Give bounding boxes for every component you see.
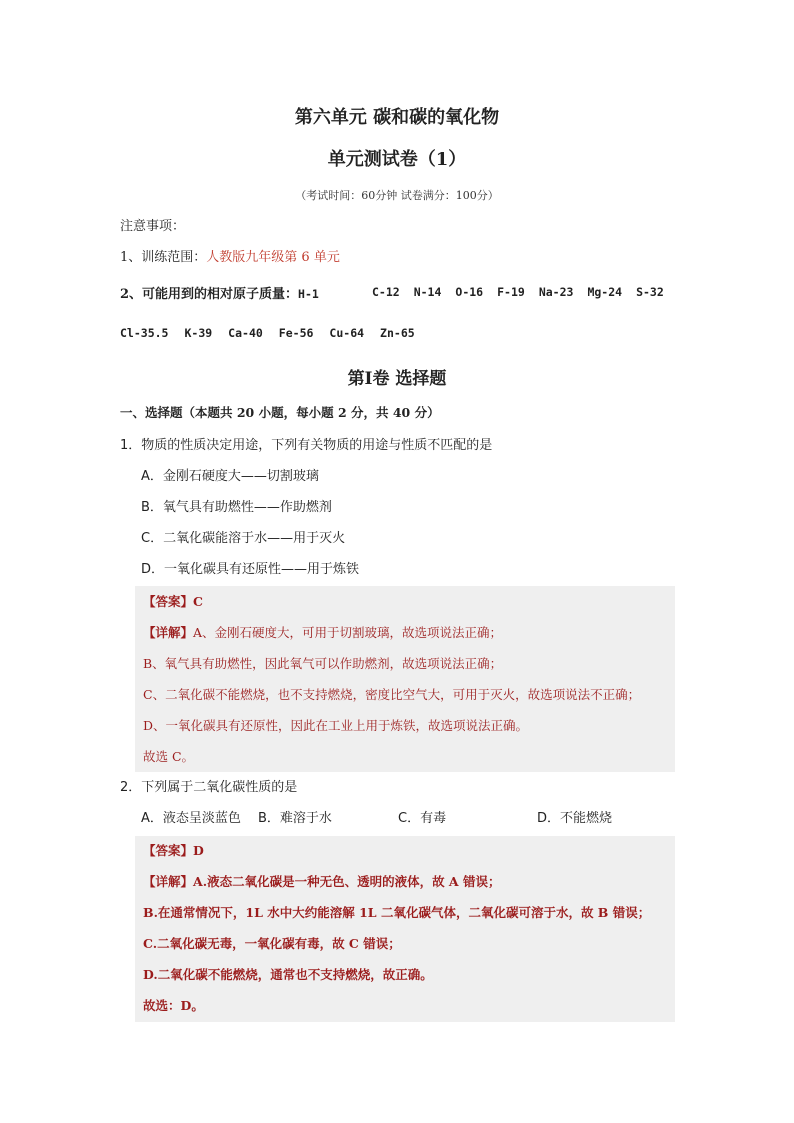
detail-text: A、金刚石硬度大，可用于切割玻璃，故选项说法正确； [193, 625, 503, 640]
question-2-option-b: B．难溶于水 [258, 811, 332, 826]
question-2-answer [143, 842, 204, 860]
question-1-detail-3: C、二氧化碳不能燃烧，也不支持燃烧，密度比空气大，可用于灭火，故选项说法不正确； [143, 687, 641, 702]
mass-entry: C-12 [372, 285, 400, 299]
answer-value: D [193, 843, 204, 858]
answer-label: 【答案】 [143, 843, 194, 858]
question-2-option-c: C．有毒 [398, 811, 447, 826]
page-title: 第六单元 碳和碳的氧化物 [294, 107, 500, 128]
question-2-stem: 2．下列属于二氧化碳性质的是 [120, 780, 298, 795]
question-1-detail-1 [143, 624, 502, 642]
question-1-detail-2: B、氧气具有助燃性，因此氧气可以作助燃剂，故选项说法正确； [143, 656, 503, 671]
mass-entry: Na-23 [538, 285, 574, 299]
question-2-option-d: D．不能燃烧 [537, 811, 613, 826]
notes-item-1-value: 人教版九年级第 6 单元 [206, 250, 340, 265]
detail-text: A.液态二氧化碳是一种无色、透明的液体，故 A 错误； [193, 874, 501, 889]
question-1-option-c: C．二氧化碳能溶于水——用于灭火 [141, 531, 346, 546]
mass-entry: Fe-56 [278, 326, 314, 340]
question-1-stem: 1．物质的性质决定用途，下列有关物质的用途与性质不匹配的是 [120, 438, 493, 453]
mass-entry: F-19 [497, 285, 525, 299]
notes-item-1-prefix: 1、训练范围： [120, 250, 207, 265]
detail-label: 【详解】 [143, 625, 194, 640]
mass-entry: O-16 [455, 285, 484, 299]
notes-item-2-prefix: 2、可能用到的相对原子质量： [120, 287, 299, 302]
question-1-option-a: A．金刚石硬度大——切割玻璃 [141, 469, 319, 484]
detail-label: 【详解】 [143, 874, 194, 889]
question-2-option-a: A．液态呈淡蓝色 [141, 811, 241, 826]
question-2-detail-5: 故选：D。 [143, 998, 204, 1013]
answer-label: 【答案】 [143, 594, 194, 609]
mass-row-2 [120, 326, 415, 340]
notes-heading: 注意事项： [120, 219, 186, 234]
question-2-answer-box [135, 836, 675, 1022]
page-subtitle: 单元测试卷（1） [327, 149, 467, 170]
question-1-option-b: B．氧气具有助燃性——作助燃剂 [141, 500, 332, 515]
question-2-detail-1 [143, 873, 500, 891]
mass-entry: Cl-35.5 [120, 326, 169, 340]
mass-row-1 [372, 285, 664, 299]
question-2-detail-4: D.二氧化碳不能燃烧，通常也不支持燃烧，故正确。 [143, 967, 433, 982]
mass-entry: Zn-65 [380, 326, 415, 340]
question-1-answer [143, 593, 203, 611]
mass-entry: Cu-64 [329, 326, 365, 340]
answer-value: C [193, 594, 203, 609]
mass-entry: H-1 [298, 287, 319, 301]
question-2-detail-3: C.二氧化碳无毒，一氧化碳有毒，故 C 错误； [143, 936, 401, 951]
mass-entry: N-14 [413, 285, 442, 299]
section-title: 第Ⅰ卷 选择题 [347, 369, 447, 389]
mass-entry: S-32 [636, 285, 664, 299]
exam-info: （考试时间：60分钟 试卷满分：100分） [295, 189, 499, 202]
question-1-detail-5: 故选 C。 [143, 749, 195, 764]
mass-entry: Ca-40 [228, 326, 263, 340]
mass-entry: Mg-24 [587, 285, 623, 299]
question-1-detail-4: D、一氧化碳具有还原性，因此在工业上用于炼铁，故选项说法正确。 [143, 718, 529, 733]
notes-item-2 [120, 285, 319, 304]
question-1-answer-box [135, 586, 675, 772]
notes-item-1 [120, 249, 340, 267]
section-instruction: 一、选择题（本题共 20 小题，每小题 2 分，共 40 分） [120, 405, 440, 420]
mass-entry: K-39 [184, 326, 213, 340]
question-1-option-d: D．一氧化碳具有还原性——用于炼铁 [141, 562, 360, 577]
question-2-detail-2: B.在通常情况下，1L 水中大约能溶解 1L 二氧化碳气体，二氧化碳可溶于水，故 B 错误； [143, 905, 651, 920]
